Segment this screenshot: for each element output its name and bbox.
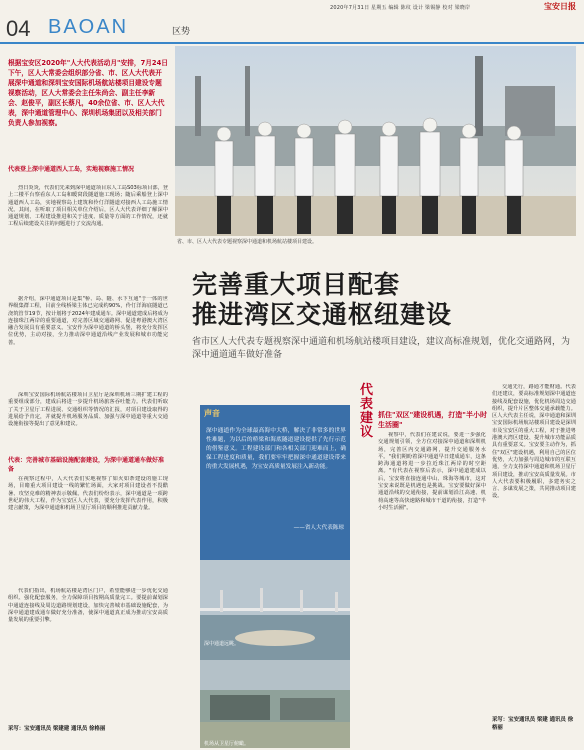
headline-line-1: 完善重大项目配套 xyxy=(192,270,401,299)
header-rule xyxy=(0,42,584,44)
col1-paragraph-1: 烈日炎炎，代表们先来到深中通道项目东人工岛S03标项目部，登上二楼平台察看东人工岛和暖窝段隧道施工现场；随后乘船登上深中通道西人工岛，实地视察岛上建筑和伶仃洋隧道对接西人工岛施工情况。其间，在听取了项目相关单位介绍后，区人大代表详细了解深中通道规划、工程建设推进和关于进度、质量等方面的工作情况，还就工程后续建设关注的问题进行了交流沟通。 xyxy=(8,185,168,228)
subheadline: 省市区人大代表专题视察深中通道和机场航站楼项目建设，建议高标准规划，优化交通路网，为深中通道通车做好准备 xyxy=(192,337,571,360)
section-name-en: BAOAN xyxy=(48,16,129,38)
reporter-credit-right: 采写：宝安通讯员 梁建 通讯员 徐格丽 xyxy=(492,717,574,731)
col1-paragraph-3: 深圳宝安国际机场航站楼项目卫星厅是深圳机场三期扩建工程的重要组成部分，建成后将进一步提升机场旅客吞吐能力。代表们听取了关于卫星厅工程进展、交通组织等情况的汇报，对项目建设取得的进展给予肯定，并就提升机场服务品质、加强与深中通道等重大交通设施衔接等提出了意见和建议。 xyxy=(8,392,168,428)
column-2-text: 视察中，代表们在建议说，要进一步强化交通规划引领，全方位对接深中通道和深圳机场，完善区内交通路网，提升交通服务水平。"我们期盼着深中通道早日建成通车，这条跨海通道将进一步拉近珠江两岸的时空距离。"有代表在视察后表示，深中通道建成以后，宝安将直接连通中山、珠海等城市，这对宝安来说既是机遇也是挑战。宝安要做好深中通道沿线的交通衔接，提前谋划沿江高速、机荷高速等高快速路和城市干道的衔接，打造"半小时生活圈"。 xyxy=(378,432,486,511)
date-line: 2020年7月31日 星期五 编辑 陈纹 设计 梁锡静 校对 梁晓岸 xyxy=(330,5,471,11)
page-number: 04 xyxy=(6,16,31,41)
voice-title: 声音 xyxy=(204,409,220,418)
column-title: 抓住"双区"建设机遇，打造"半小时生活圈" xyxy=(378,411,487,429)
voice-signature: ——省人大代表陈琼 xyxy=(293,525,344,531)
bridge-photo-caption: 深中通道远眺。 xyxy=(204,641,240,647)
newspaper-brand: 宝安日报 xyxy=(544,1,576,11)
voice-text: 深中通道作为全球最高海中大桥，解决了非常多的世界性难题，为以后的桥梁和海底隧道建设提供了先行示范的借鉴意义。工程建设部门和各相关部门迎难而上，确保工程进度和质量，我们要牢牢把握深中通道建设带来的重大发展机遇，为宝安高质量发展注入新动能。 xyxy=(206,428,346,470)
lead-paragraph: 根据宝安区2020年"人大代表活动月"安排，7月24日下午，区人大常委会组织部分省、市、区人大代表开展深中通道和深圳宝安国际机场航站楼项目建设专题视察活动，区人大常委会主任朱尚会、副主任李新会、赵俊平，副区长蔡凡，40余位省、市、区人大代表，深中通道管理中心、深圳机场集团以及相关部门负责人参加视察。 xyxy=(8,59,168,127)
reporter-credit-left: 采写：宝安通讯员 梁建建 通讯员 徐格丽 xyxy=(8,726,106,732)
headline-line-2: 推进湾区交通枢纽建设 xyxy=(192,300,453,329)
subheading-1: 代表登上深中通道西人工岛，实地视察施工情况 xyxy=(8,166,135,173)
voice-side-title: 代表建议 xyxy=(360,383,374,440)
voice-box xyxy=(200,405,350,560)
section-name-zh: 区势 xyxy=(172,27,191,37)
main-photo xyxy=(175,46,576,236)
airport-photo-caption: 机场从卫星厅俯瞰。 xyxy=(204,741,250,747)
main-photo-caption: 省、市、区人大代表专题视察深中通道和机场航站楼项目建设。 xyxy=(177,239,318,245)
col1-paragraph-4: 在视察过程中，人大代表们实地视察了如火如荼建设的施工现场，目睹重大项目建设一线的繁忙场面，大家对项目建设者不畏酷暑、攻坚克难的精神表示敬佩。代表们纷纷表示，深中通道是一项跨世纪的伟大工程，作为宝安区人大代表，要充分发挥代表作用，积极建言献策，为深中通道和机场卫星厅项目的顺利推进贡献力量。 xyxy=(8,476,168,512)
subheading-2: 代表：完善城市基础设施配套建设，为深中通道通车做好准备 xyxy=(8,457,165,473)
col1-paragraph-2: 据介绍，深中通道项目是集"桥、岛、隧、水下互通"于一体的世界级集群工程，目前全线桥梁主体已完成约90%，伶仃洋海底隧道已浇筑管节19节，按计划将于2024年建成通车。深中通道建成后将成为连接珠江两岸的重要通道，对完善区域交通路网、促进粤港澳大湾区融合发展具有重要意义。宝安作为深中通道的桥头堡，将充分发挥区位优势，主动对接，全力推动深中通道沿线产业发展和城市功能完善。 xyxy=(8,296,168,346)
column-3-text: 交通先行，路通才能财通。代表们还建议，要高标准规划深中通道连接线及配套设施，优化机场周边交通组织，提升片区整体交通承载能力。区人大代表主任说，深中通道和深圳宝安国际机场航站楼项目建设是深圳市及宝安区的重大工程，对于推进粤港澳大湾区建设、提升城市功能品质具有重要意义。宝安要主动作为，抓住"双区"建设机遇，利用自己的区位优势，大力加强与周边城市的互联互通，全力支持深中通道和机场卫星厅项目建设，推动宝安高质量发展。市人大代表要积极履职，多建务实之言、多谋发展之策，共同推动项目建设。 xyxy=(492,384,576,500)
col1-paragraph-5: 代表们指出，机场航站楼是湾区门户，希望能够进一步优化交通组织、强化配套服务，全力保障项目按期高质量完工。要提前谋划深中通道连接线及周边道路规划建设，加快完善城市基础设施配套，为深中通道建成通车做好充分准备，使深中通道真正成为推动宝安高质量发展的重要引擎。 xyxy=(8,588,168,624)
masthead-bar xyxy=(0,0,584,14)
airport-photo xyxy=(200,660,350,748)
headline xyxy=(192,270,452,330)
section-header xyxy=(0,14,584,44)
